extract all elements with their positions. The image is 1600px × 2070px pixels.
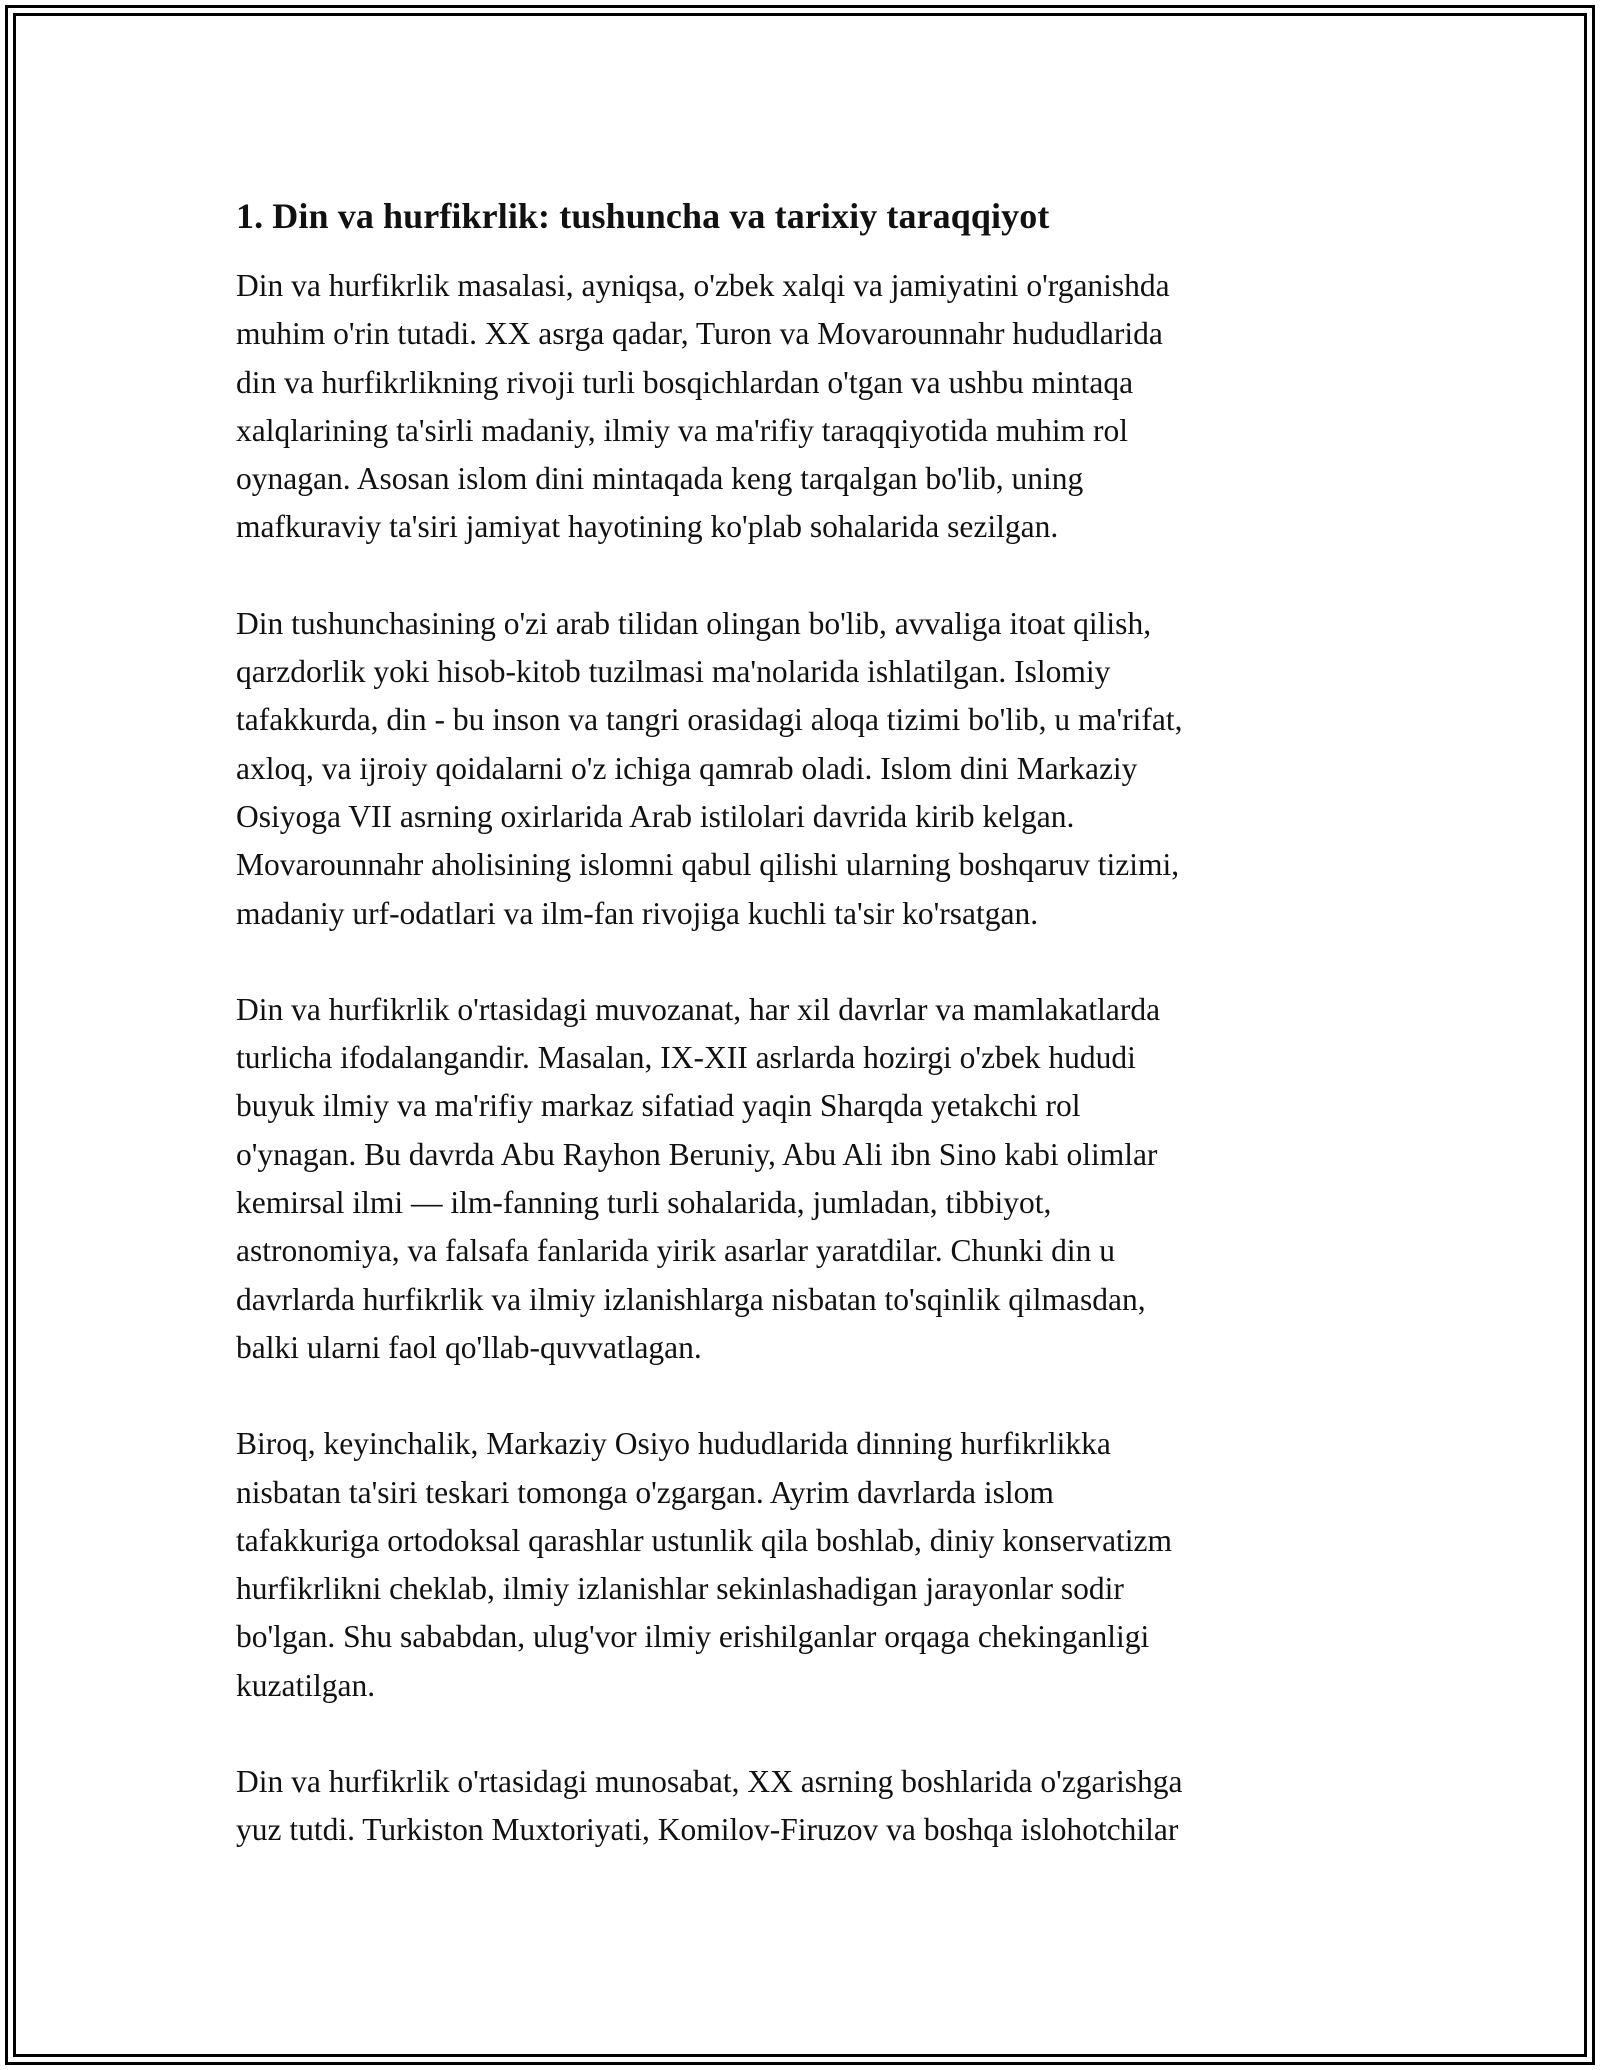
text-line: balki ularni faol qo'llab-quvvatlagan. [236, 1329, 702, 1365]
text-line: buyuk ilmiy va ma'rifiy markaz sifatiad yaqin Sharqda yetakchi rol [236, 1088, 1081, 1124]
text-line: kuzatilgan. [236, 1667, 376, 1703]
text-line: Din va hurfikrlik o'rtasidagi munosabat, XX asrning boshlarida o'zgarishga [236, 1764, 1183, 1800]
paragraph-2 [236, 600, 1386, 938]
text-line: Biroq, keyinchalik, Markaziy Osiyo hududlarida dinning hurfikrlikka [236, 1426, 1111, 1462]
text-line: din va hurfikrlikning rivoji turli bosqichlardan o'tgan va ushbu mintaqa [236, 364, 1134, 400]
text-line: nisbatan ta'siri teskari tomonga o'zgargan. Ayrim davrlarda islom [236, 1474, 1054, 1510]
text-line: Osiyoga VII asrning oxirlarida Arab istilolari davrida kirib kelgan. [236, 798, 1075, 834]
text-line: madaniy urf-odatlari va ilm-fan rivojiga kuchli ta'sir ko'rsatgan. [236, 895, 1039, 931]
text-line: xalqlarining ta'sirli madaniy, ilmiy va ma'rifiy taraqqiyotida muhim rol [236, 412, 1128, 448]
paragraph-5 [236, 1758, 1386, 1855]
text-line: qarzdorlik yoki hisob-kitob tuzilmasi ma'nolarida ishlatilgan. Islomiy [236, 654, 1111, 690]
paragraph-4 [236, 1420, 1386, 1710]
text-line: muhim o'rin tutadi. XX asrga qadar, Turon va Movarounnahr hududlarida [236, 316, 1163, 352]
text-line: tafakkuriga ortodoksal qarashlar ustunlik qila boshlab, diniy konservatizm [236, 1522, 1173, 1558]
text-line: Din va hurfikrlik o'rtasidagi muvozanat, har xil davrlar va mamlakatlarda [236, 991, 1161, 1027]
text-line: axloq, va ijroiy qoidalarni o'z ichiga qamrab oladi. Islom dini Markaziy [236, 750, 1138, 786]
text-line: bo'lgan. Shu sababdan, ulug'vor ilmiy erishilganlar orqaga chekinganligi [236, 1619, 1150, 1655]
text-line: davrlarda hurfikrlik va ilmiy izlanishlarga nisbatan to'sqinlik qilmasdan, [236, 1281, 1146, 1317]
section-heading: 1. Din va hurfikrlik: tushuncha va tarixiy taraqqiyot [236, 196, 1050, 236]
paragraph-1 [236, 262, 1386, 552]
text-line: kemirsal ilmi — ilm-fanning turli sohalarida, jumladan, tibbiyot, [236, 1185, 1052, 1221]
text-line: Din tushunchasining o'zi arab tilidan olingan bo'lib, avvaliga itoat qilish, [236, 605, 1152, 641]
text-line: Movarounnahr aholisining islomni qabul qilishi ularning boshqaruv tizimi, [236, 847, 1180, 883]
text-line: oynagan. Asosan islom dini mintaqada keng tarqalgan bo'lib, uning [236, 461, 1084, 497]
document-body [236, 188, 1386, 1903]
paragraph-3 [236, 986, 1386, 1372]
text-line: hurfikrlikni cheklab, ilmiy izlanishlar sekinlashadigan jarayonlar sodir [236, 1571, 1124, 1607]
text-line: mafkuraviy ta'siri jamiyat hayotining ko'plab sohalarida sezilgan. [236, 509, 1059, 545]
text-line: turlicha ifodalangandir. Masalan, IX-XII asrlarda hozirgi o'zbek hududi [236, 1040, 1136, 1076]
text-line: Din va hurfikrlik masalasi, ayniqsa, o'zbek xalqi va jamiyatini o'rganishda [236, 268, 1170, 303]
text-line: astronomiya, va falsafa fanlarida yirik asarlar yaratdilar. Chunki din u [236, 1233, 1116, 1269]
text-line: tafakkurda, din - bu inson va tangri orasidagi aloqa tizimi bo'lib, u ma'rifat, [236, 702, 1183, 738]
text-line: yuz tutdi. Turkiston Muxtoriyati, Komilov-Firuzov va boshqa islohotchilar [236, 1812, 1179, 1848]
text-line: o'ynagan. Bu davrda Abu Rayhon Beruniy, Abu Ali ibn Sino kabi olimlar [236, 1136, 1158, 1172]
